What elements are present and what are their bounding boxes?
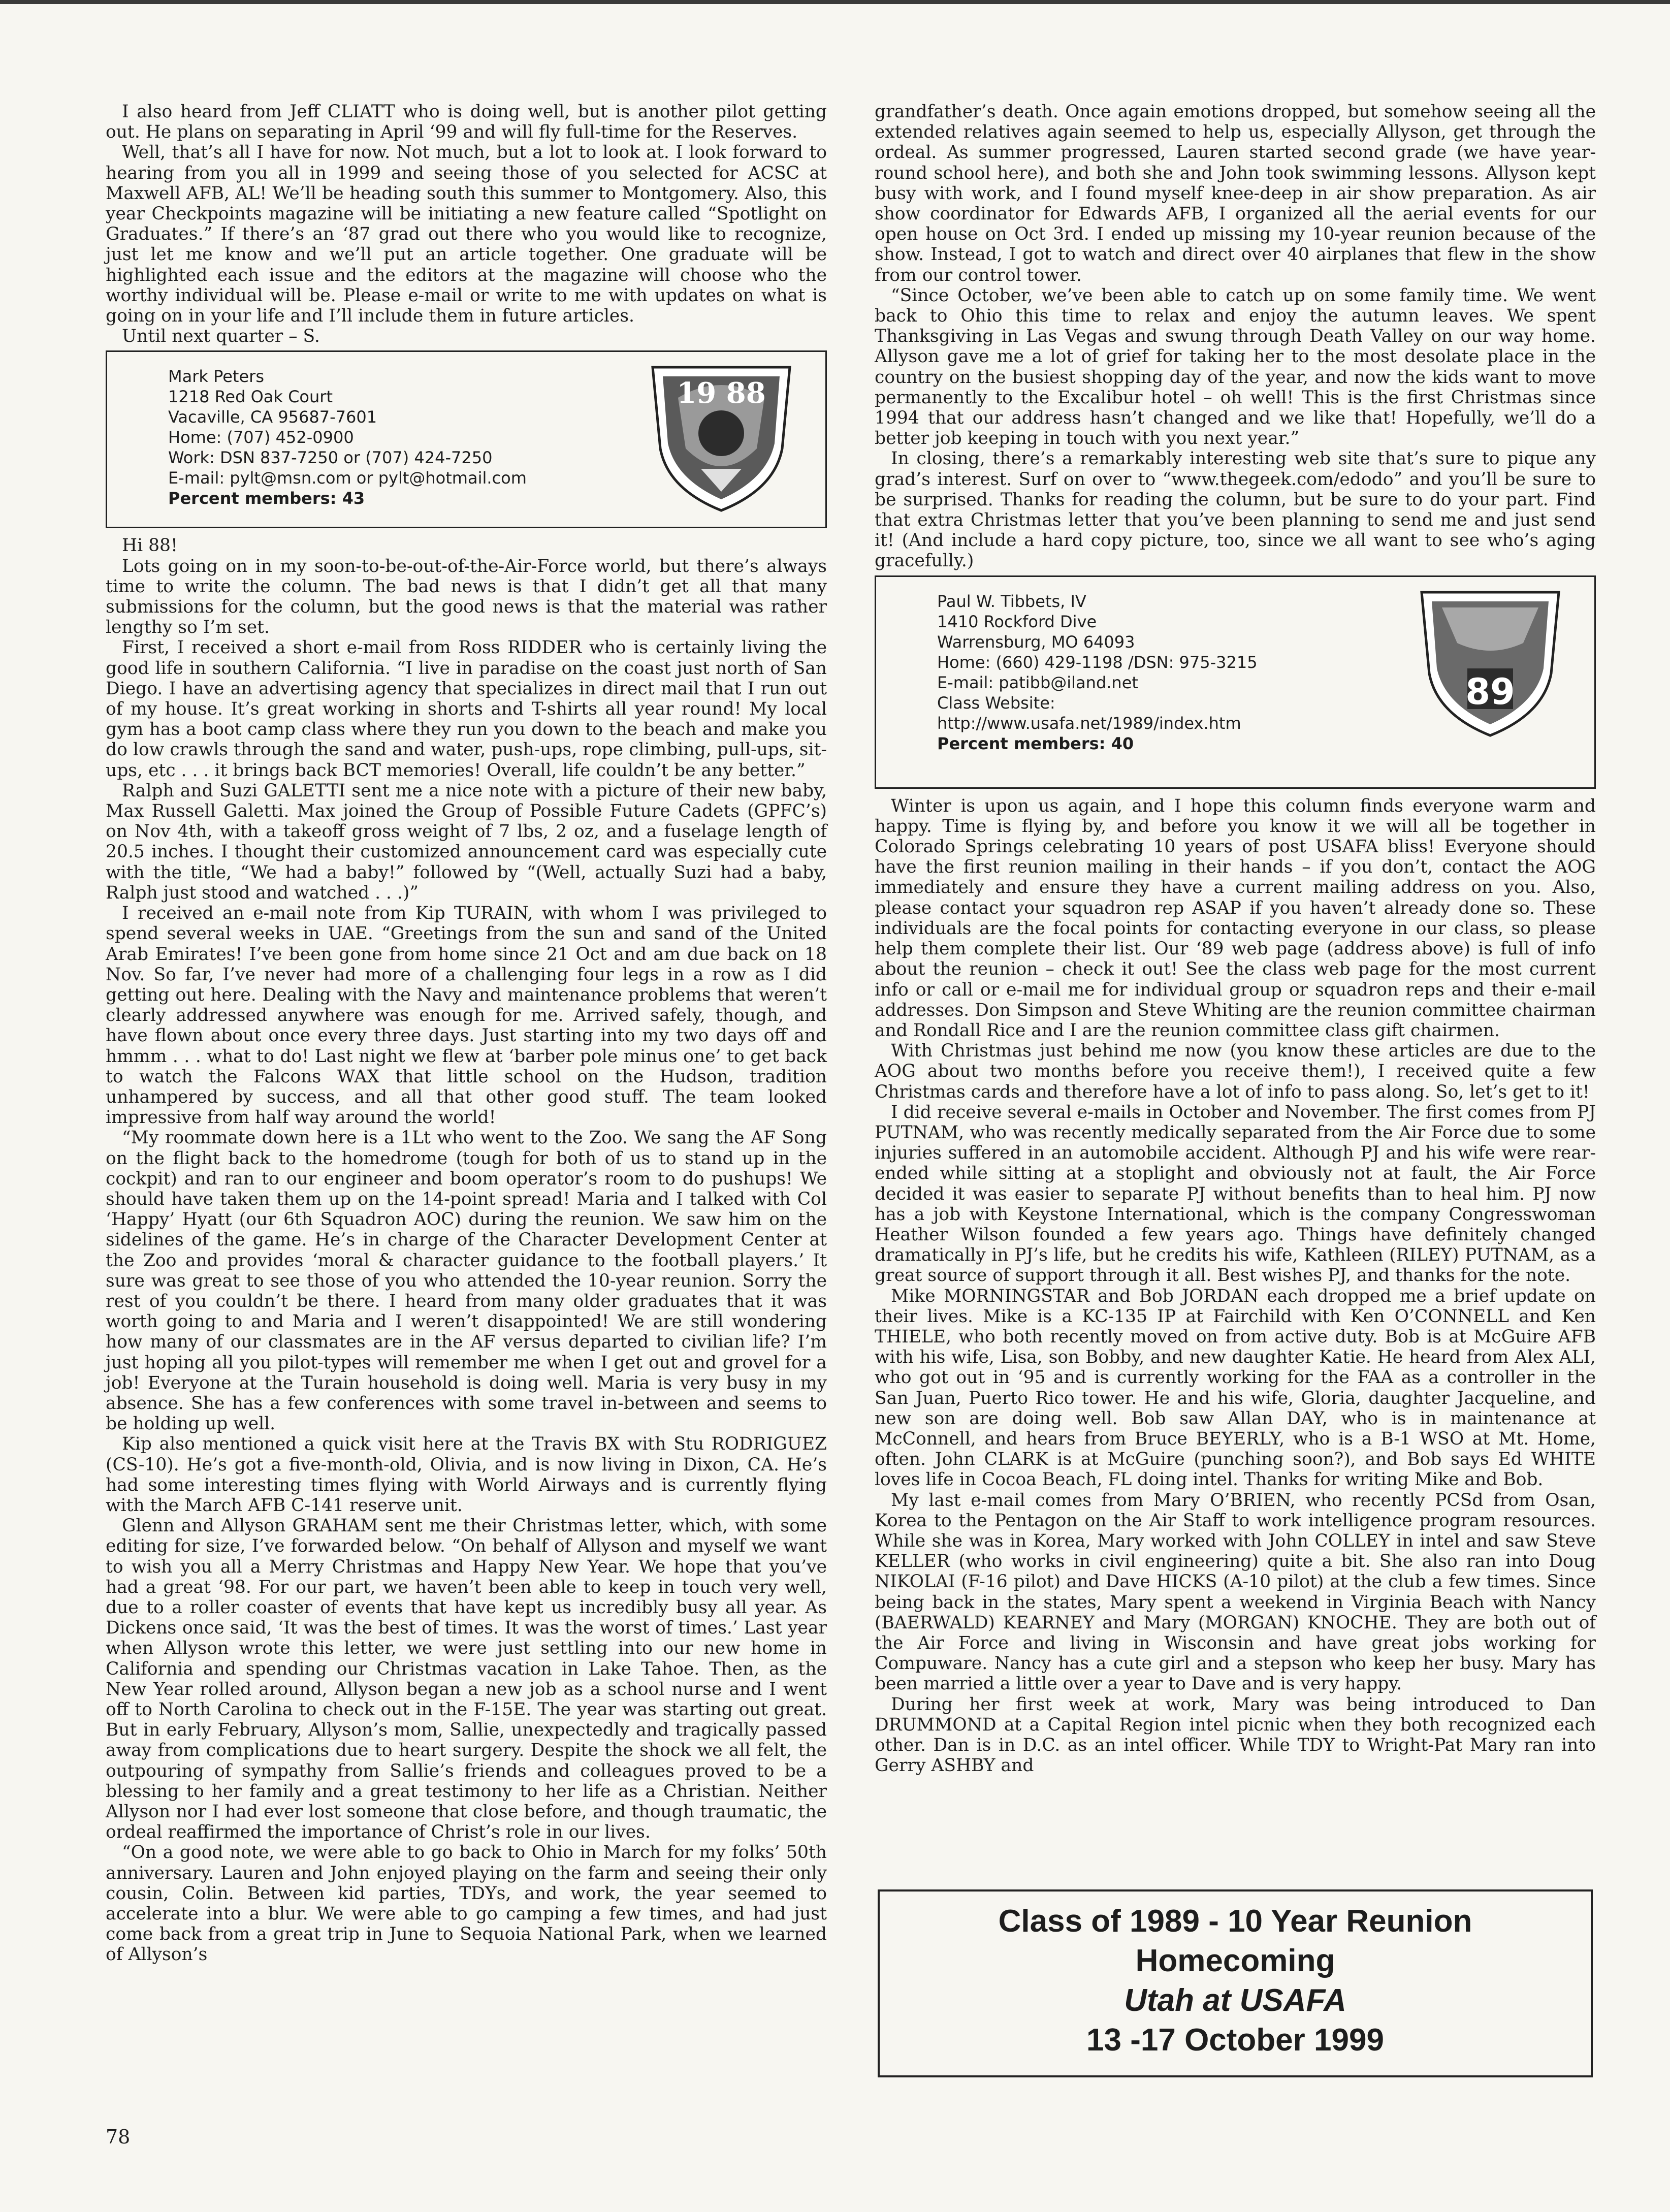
paragraph: Lots going on in my soon-to-be-out-of-the-Air-Force world, but there’s always time to write the column. The bad news is that I didn’t get all that many submissions for the column, but the good news is that the material was rather lengthy so I’m set. bbox=[106, 556, 827, 638]
contact-city: Vacaville, CA 95687-7601 bbox=[168, 407, 377, 427]
class-crest-1989 bbox=[1417, 587, 1564, 740]
paragraph: With Christmas just behind me now (you know these articles are due to the AOG about two months before you receive them!), I received quite a few Christmas cards and therefore have a lot of info to pass along. So, let’s get to it! bbox=[875, 1041, 1596, 1102]
paragraph: First, I received a short e-mail from Ross RIDDER who is certainly living the good life in southern California. “I live in paradise on the coast just north of San Diego. I have an advertising agency that specializes in direct mail that I run out of my house. It’s great working in shorts and T-shirts all year round! My local gym has a boot camp class where they run you down to the beach and make you do low crawls through the sand and water, push-ups, rope climbing, pull-ups, sit-ups, etc . . . it brings back BCT memories! Overall, life couldn’t be any better.” bbox=[106, 637, 827, 781]
reunion-event: Homecoming bbox=[1135, 1943, 1335, 1978]
paragraph: I did receive several e-mails in October and November. The first comes from PJ PUTNAM, who was recently medically separated from the Air Force due to some injuries suffered in an automobile accident. Although PJ and his wife were rear-ended while sitting at a stoplight and obviously not at fault, the Air Force decided it was easier to separate PJ without benefits than to heal him. PJ now has a job with Keystone International, which is the company Congresswoman Heather Wilson founded a few years ago. Things have definitely changed dramatically in PJ’s life, but he credits his wife, Kathleen (RILEY) PUTNAM, as a great source of support through it all. Best wishes PJ, and thanks for the note. bbox=[875, 1102, 1596, 1286]
paragraph: Until next quarter – S. bbox=[122, 326, 320, 347]
contact-name: Paul W. Tibbets, IV bbox=[937, 591, 1086, 611]
paragraph: “My roommate down here is a 1Lt who went to the Zoo. We sang the AF Song on the flight back to the homedrome (tough for both of us to stand up in the cockpit) and ran to our engineer and boom operator’s room to do pushups! We should have taken them up on the 14-point spread! Maria and I talked with Col ‘Happy’ Hyatt (our 6th Squadron AOC) during the reunion. We saw him on the sidelines of the game. He’s in charge of the Character Development Center at the Zoo and provides ‘moral & character guidance to the football players.’ It sure was great to see those of you who attended the 10-year reunion. Sorry the rest of you couldn’t be there. I heard from many older graduates that it was worth going to and Maria and I weren’t disappointed! We are still wondering how many of our classmates are in the AF versus departed to civilian life? I’m just hoping all you pilot-types will remember me when I get out and grovel for a job! Everyone at the Turain household is doing well. Maria is very busy in my absence. She has a few conferences with some travel in-between and seems to be holding up well. bbox=[106, 1128, 827, 1434]
class-crest-1988 bbox=[648, 362, 795, 515]
top-rule bbox=[0, 0, 1670, 4]
left-column bbox=[106, 102, 827, 1965]
paragraph: Ralph and Suzi GALETTI sent me a nice note with a picture of their new baby, Max Russell Galetti. Max joined the Group of Possible Future Cadets (GPFC’s) on Nov 4th, with a takeoff gross weight of 7 lbs, 2 oz, and a fuselage length of 20.5 inches. I thought their customized announcement card was especially cute with the title, “We had a baby!” followed by “(Well, actually Suzi had a baby, Ralph just stood and watched . . .)” bbox=[106, 780, 827, 903]
right-column bbox=[875, 102, 1596, 1776]
paragraph: I received an e-mail note from Kip TURAIN, with whom I was privileged to spend several weeks in UAE. “Greetings from the sun and sand of the United Arab Emirates! I’ve been gone from home since 21 Oct and am due back on 18 Nov. So far, I’ve never had more of a challenging four legs in a row as I did getting out here. Dealing with the Navy and maintenance problems that weren’t clearly addressed anywhere was enough for me. Arrived safely, though, and have flown about once every three days. Just starting into my two days off and hmmm . . . what to do! Last night we flew at ‘barber pole minus one’ to get back to watch the Falcons WAX that little school on the Hudson, tradition unhampered by success, and all that other good stuff. The team looked impressive from half way around the world! bbox=[106, 903, 827, 1128]
contact-box-1989 bbox=[875, 575, 1596, 789]
reunion-dates: 13 -17 October 1999 bbox=[1086, 2023, 1384, 2058]
paragraph: During her first week at work, Mary was being introduced to Dan DRUMMOND at a Capital Region intel picnic when they both recognized each other. Dan is in D.C. as an intel officer. While TDY to Wright-Pat Mary ran into Gerry ASHBY and bbox=[875, 1694, 1596, 1776]
paragraph: Well, that’s all I have for now. Not much, but a lot to look at. I look forward to hearing from you all in 1999 and seeing those of you selected for ACSC at Maxwell AFB, AL! We’ll be heading south this summer to Montgomery. Also, this year Checkpoints magazine will be initiating a new feature called “Spotlight on Graduates.” If there’s an ‘87 grad out there who you would like to recognize, just let me know and we’ll put an article together. One graduate will be highlighted each issue and the editors at the magazine will choose who the worthy individual will be. Please e-mail or write to me with updates on what is going on in your life and I’ll include them in future articles. bbox=[106, 142, 827, 327]
paragraph: Kip also mentioned a quick visit here at the Travis BX with Stu RODRIGUEZ (CS-10). He’s got a five-month-old, Olivia, and is now living in Dixon, CA. He’s had some interesting times flying with World Airways and is currently flying with the March AFB C-141 reserve unit. bbox=[106, 1434, 827, 1516]
crest-year-label: 89 bbox=[1465, 670, 1515, 713]
paragraph: Hi 88! bbox=[122, 535, 178, 556]
contact-address: 1410 Rockford Dive bbox=[937, 612, 1097, 631]
contact-address: 1218 Red Oak Court bbox=[168, 387, 333, 407]
page-number: 78 bbox=[106, 2126, 131, 2148]
paragraph: Winter is upon us again, and I hope this column finds everyone warm and happy. Time is flying by, and before you know it we will all be together in Colorado Springs celebrating 10 years of post USAFA bliss! Everyone should have the first reunion mailing in their hands – if you don’t, contact the AOG immediately and ensure they have a current mailing address on you. Also, please contact your squadron rep ASAP if you haven’t already done so. These individuals are the focal points for contacting everyone in our class, so please help them complete their list. Our ‘89 web page (address above) is full of info about the reunion – check it out! See the class web page for the most current info or call or e-mail me for individual group or squadron reps and their e-mail addresses. Don Simpson and Steve Whiting are the reunion committee chairman and Rondall Rice and I are the reunion committee class gift chairmen. bbox=[875, 795, 1596, 1041]
contact-city: Warrensburg, MO 64093 bbox=[937, 632, 1135, 652]
contact-email: E-mail: patibb@iland.net bbox=[937, 672, 1138, 692]
reunion-title: Class of 1989 - 10 Year Reunion bbox=[998, 1904, 1472, 1939]
class-website-label: Class Website: bbox=[937, 693, 1055, 713]
contact-home-phone: Home: (707) 452-0900 bbox=[168, 428, 354, 447]
percent-members: Percent members: 40 bbox=[937, 733, 1134, 753]
reunion-announcement-box bbox=[878, 1889, 1593, 2077]
contact-email: E-mail: pylt@msn.com or pylt@hotmail.com bbox=[168, 468, 527, 488]
crest-year-label: 19 88 bbox=[677, 376, 766, 410]
class-website-url[interactable]: http://www.usafa.net/1989/index.htm bbox=[937, 713, 1241, 733]
contact-name: Mark Peters bbox=[168, 367, 264, 387]
paragraph: Glenn and Allyson GRAHAM sent me their Christmas letter, which, with some editing for size, I’ve forwarded below. “On behalf of Allyson and myself we want to wish you all a Merry Christmas and Happy New Year. We hope that you’ve had a great ‘98. For our part, we haven’t been able to keep in touch very well, due to a roller coaster of events that have kept us incredibly busy all year. As Dickens once said, ‘It was the best of times. It was the worst of times.’ Last year when Allyson wrote this letter, we were just settling into our new home in California and spending our Christmas vacation in Lake Tahoe. Then, as the New Year rolled around, Allyson began a new job as a school nurse and I went off to North Carolina to check out in the F-15E. The year was starting out great. But in early February, Allyson’s mom, Sallie, unexpectedly and tragically passed away from complications due to heart surgery. Despite the shock we all felt, the outpouring of sympathy from Sallie’s friends and colleagues proved to be a blessing to her family and a great testimony to her life as a Christian. Neither Allyson nor I had ever lost someone that close before, and though traumatic, the ordeal reaffirmed the importance of Christ’s role in our lives. bbox=[106, 1516, 827, 1843]
paragraph: Mike MORNINGSTAR and Bob JORDAN each dropped me a brief update on their lives. Mike is a KC-135 IP at Fairchild with Ken O’CONNELL and Ken THIELE, who both recently moved on from active duty. Bob is at McGuire AFB with his wife, Lisa, son Bobby, and new daughter Katie. He heard from Alex ALI, who got out in ‘95 and is currently working for the FAA as a controller in the San Juan, Puerto Rico tower. He and his wife, Gloria, daughter Jacqueline, and new son are doing well. Bob saw Allan DAY, who is in maintenance at McConnell, and hears from Bruce BEYERLY, who is a B-1 WSO at Mt. Home, often. John CLARK is at McGuire (punching soon?), and Bob says Ed WHITE loves life in Cocoa Beach, FL doing intel. Thanks for writing Mike and Bob. bbox=[875, 1286, 1596, 1490]
contact-box-1988 bbox=[106, 350, 827, 528]
paragraph: grandfather’s death. Once again emotions dropped, but somehow seeing all the extended relatives again seemed to help us, especially Allyson, get through the ordeal. As summer progressed, Lauren started second grade (we have year-round school here), and both she and John took swimming lessons. Allyson kept busy with work, and I found myself knee-deep in air show preparation. As air show coordinator for Edwards AFB, I organized all the aerial events for our open house on Oct 3rd. I ended up missing my 10-year reunion because of the show. Instead, I got to watch and direct over 40 airplanes that flew in the show from our control tower. bbox=[875, 102, 1596, 285]
paragraph: In closing, there’s a remarkably interesting web site that’s sure to pique any grad’s interest. Surf on over to “www.thegeek.com/edodo” and you’ll be sure to be surprised. Thanks for reading the column, but be sure to do your part. Find that extra Christmas letter that you’ve been planning to send me and just send it! (And include a hard copy picture, too, since we all want to see who’s aging gracefully.) bbox=[875, 448, 1596, 571]
paragraph: My last e-mail comes from Mary O’BRIEN, who recently PCSd from Osan, Korea to the Pentagon on the Air Staff to work intelligence program resources. While she was in Korea, Mary worked with John COLLEY in intel and saw Steve KELLER (who works in civil engineering) quite a bit. She also ran into Doug NIKOLAI (F-16 pilot) and Dave HICKS (A-10 pilot) at the club a few times. Since being back in the states, Mary spent a weekend in Virginia Beach with Nancy (BAERWALD) KEARNEY and Mary (MORGAN) KNOCHE. They are both out of the Air Force and living in Wisconsin and have great jobs working for Compuware. Nancy has a cute girl and a stepson who keep her busy. Mary has been married a little over a year to Dave and is very happy. bbox=[875, 1490, 1596, 1694]
paragraph: “On a good note, we were able to go back to Ohio in March for my folks’ 50th anniversary. Lauren and John enjoyed playing on the farm and seeing their only cousin, Colin. Between kid parties, TDYs, and work, the year seemed to accelerate into a blur. We were able to go camping a few times, and had just come back from a great trip in June to Sequoia National Park, when we learned of Allyson’s bbox=[106, 1842, 827, 1965]
paragraph: I also heard from Jeff CLIATT who is doing well, but is another pilot getting out. He plans on separating in April ‘99 and will fly full-time for the Reserves. bbox=[106, 102, 827, 143]
paragraph: “Since October, we’ve been able to catch up on some family time. We went back to Ohio this time to relax and enjoy the autumn leaves. We spent Thanksgiving in Las Vegas and swung through Death Valley on our way home. Allyson gave me a lot of grief for taking her to the most desolate place in the country on the busiest shopping day of the year, and now the kids want to move permanently to the Excalibur hotel – oh well! This is the first Christmas since 1994 that our address hasn’t changed and we like that! Hopefully, we’ll do a better job keeping in touch with you next year.” bbox=[875, 285, 1596, 449]
reunion-game: Utah at USAFA bbox=[1124, 1983, 1346, 2018]
contact-home-phone: Home: (660) 429-1198 /DSN: 975-3215 bbox=[937, 652, 1258, 672]
percent-members: Percent members: 43 bbox=[168, 489, 365, 508]
contact-work-phone: Work: DSN 837-7250 or (707) 424-7250 bbox=[168, 448, 493, 468]
